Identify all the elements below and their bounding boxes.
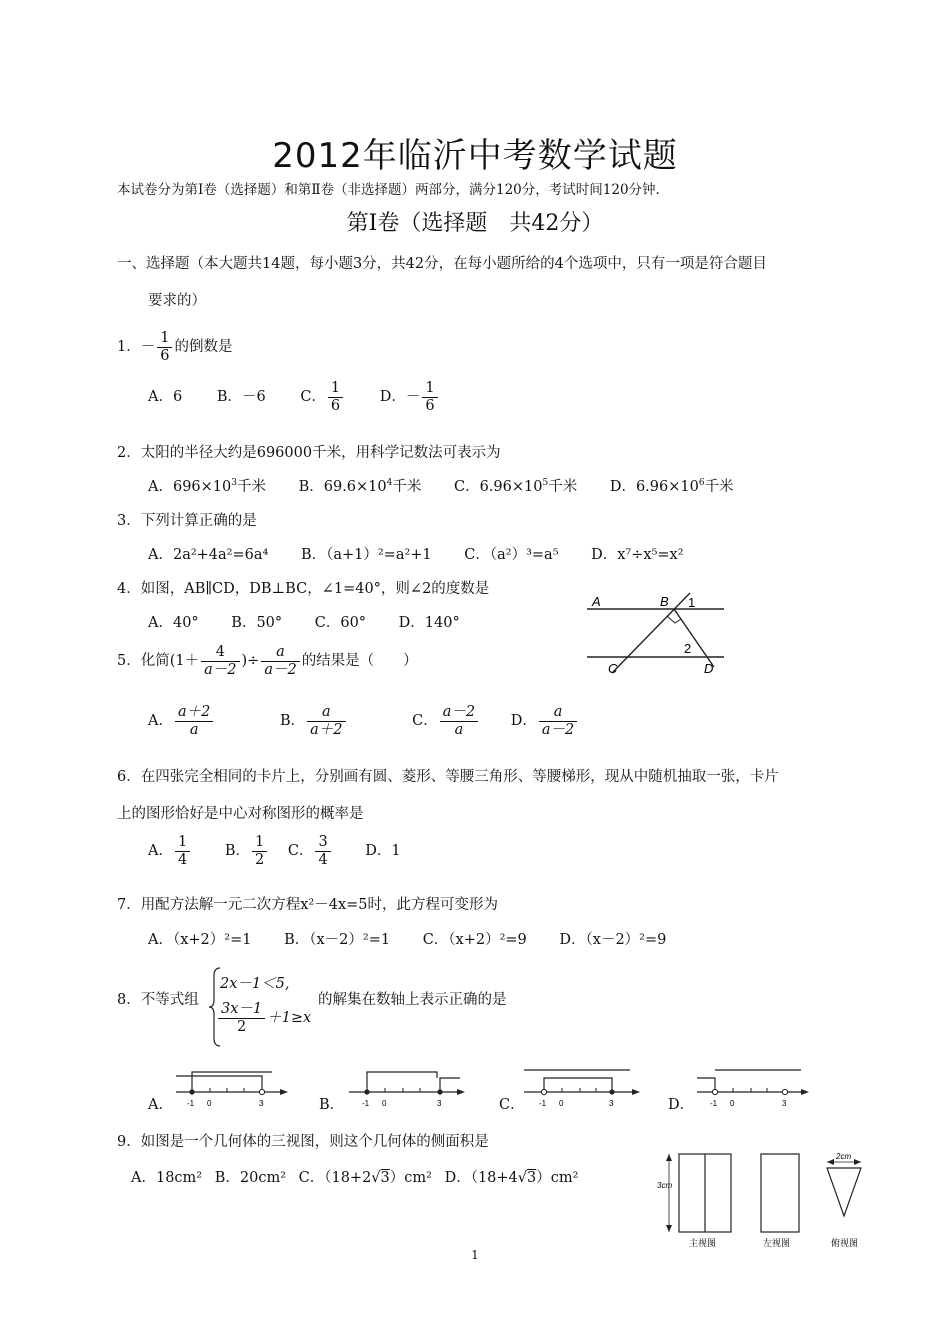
numerator: 1 xyxy=(422,380,437,398)
option-a: A．6 xyxy=(148,389,183,406)
radicand: 3 xyxy=(527,1170,537,1186)
q3-options xyxy=(148,543,684,564)
label-d: D xyxy=(704,661,714,676)
denominator: 4 xyxy=(318,851,328,868)
number-line-b xyxy=(345,1060,470,1110)
denominator: a－2 xyxy=(264,661,297,678)
number-line-a xyxy=(172,1060,292,1110)
option-text: ）cm² xyxy=(389,1170,432,1186)
label-a: A xyxy=(592,594,601,609)
option-b: B．50° xyxy=(231,615,283,631)
option-a: A．2a²+4a²=6a⁴ xyxy=(148,547,269,563)
instructions-line1: 一、选择题（本大题共14题，每小题3分，共42分，在每小题所给的4个选项中，只有一项是符合题目 xyxy=(117,256,767,272)
page-title: 2012年临沂中考数学试题 xyxy=(272,136,678,176)
option-a-fraction xyxy=(175,704,213,738)
option-b-fraction xyxy=(307,704,345,738)
option-text: A．696×10 xyxy=(148,479,232,495)
numerator: a xyxy=(539,704,577,722)
left-view xyxy=(761,1154,799,1232)
question-6-line2: 上的图形恰好是中心对称图形的概率是 xyxy=(117,806,364,822)
q1-options xyxy=(148,380,440,414)
q9-options xyxy=(131,1166,578,1187)
tick-label: -1 xyxy=(710,1099,718,1108)
width-label: 2cm xyxy=(836,1152,852,1161)
inequality-1: 2x－1＜5, xyxy=(220,976,290,992)
paren-open: (1＋ xyxy=(169,653,200,670)
option-c: C．（a²）³=a⁵ xyxy=(464,547,559,563)
denominator: a xyxy=(189,721,199,738)
option-c xyxy=(299,1170,432,1186)
tick-label: -1 xyxy=(539,1099,547,1108)
question-3: 3．下列计算正确的是 xyxy=(117,513,257,529)
q8-option-d-label: D． xyxy=(668,1097,695,1113)
option-text: D．6.96×10 xyxy=(609,479,699,495)
sqrt-radical: √3 xyxy=(371,1170,390,1186)
option-d-label: D． xyxy=(510,713,537,730)
section-heading: 第Ⅰ卷（选择题 共42分） xyxy=(346,211,604,236)
question-1 xyxy=(117,330,232,364)
label-2: 2 xyxy=(684,641,692,656)
denominator: 6 xyxy=(425,397,435,414)
numerator: a－2 xyxy=(440,704,478,722)
numerator: 1 xyxy=(252,834,267,852)
option-d xyxy=(445,1170,579,1186)
option-c: C．60° xyxy=(314,615,367,631)
denominator: a－2 xyxy=(541,721,575,738)
exponent: 3 xyxy=(231,478,237,488)
question-2: 2．太阳的半径大约是696000千米，用科学记数法可表示为 xyxy=(117,445,501,461)
denominator: a＋2 xyxy=(310,721,343,738)
unit: 千米 xyxy=(392,479,422,495)
numerator: 3x－1 xyxy=(218,1001,265,1019)
q8-option-a-label: A． xyxy=(148,1097,173,1113)
paren-close-divide: )÷ xyxy=(241,653,260,670)
number-line-c xyxy=(520,1060,645,1110)
denominator: 4 xyxy=(177,851,188,868)
label-b: B xyxy=(660,594,669,609)
option-text: C．6.96×10 xyxy=(453,479,543,495)
question-7: 7．用配方法解一元二次方程x²－4x=5时，此方程可变形为 xyxy=(117,897,498,913)
denominator: 6 xyxy=(330,397,341,414)
fraction-1 xyxy=(201,644,239,678)
numerator: a xyxy=(261,644,299,662)
option-d: D．（x－2）²=9 xyxy=(559,932,667,948)
question-stem: 的倒数是 xyxy=(174,339,233,356)
segment-bd xyxy=(674,609,714,667)
option-a: A．18cm² xyxy=(131,1170,203,1186)
three-view-figure xyxy=(655,1148,895,1253)
denominator: 2 xyxy=(254,851,265,868)
option-c xyxy=(454,479,577,495)
option-a-label: A． xyxy=(148,713,173,730)
tick-label: 3 xyxy=(437,1099,442,1108)
number-line-d xyxy=(693,1060,813,1110)
question-tail: 的结果是（ ） xyxy=(301,653,418,670)
question-6-line1: 6．在四张完全相同的卡片上，分别画有圆、菱形、等腰三角形、等腰梯形，现从中随机抽取一张，卡片 xyxy=(117,769,779,785)
option-a xyxy=(148,479,266,495)
tick-label: 3 xyxy=(609,1099,614,1108)
inequality-2 xyxy=(216,1001,311,1035)
height-label: 3cm xyxy=(657,1181,673,1190)
tick-label: -1 xyxy=(362,1099,370,1108)
option-c-label: C． xyxy=(300,389,326,406)
q5-options xyxy=(148,704,579,738)
radicand: 3 xyxy=(380,1170,390,1186)
minus-sign: － xyxy=(405,389,421,406)
minus-sign: － xyxy=(140,339,156,356)
option-c-fraction xyxy=(440,704,478,738)
numerator: 1 xyxy=(328,380,343,398)
exponent: 4 xyxy=(386,478,393,488)
option-c-label: C． xyxy=(412,713,438,730)
tick-label: 0 xyxy=(559,1099,564,1108)
numerator: 1 xyxy=(175,834,190,852)
left-view-label: 左视图 xyxy=(763,1238,791,1248)
option-b xyxy=(299,479,422,495)
numerator: 4 xyxy=(201,644,239,662)
question-number: 1． xyxy=(117,339,141,356)
inequality-2-fraction xyxy=(218,1001,265,1035)
denominator: 2 xyxy=(236,1018,247,1035)
option-text: B．69.6×10 xyxy=(298,479,387,495)
denominator: 6 xyxy=(160,347,170,364)
question-lead: 5．化简 xyxy=(117,653,170,670)
question-5 xyxy=(117,644,418,678)
fraction-2 xyxy=(261,644,299,678)
option-d xyxy=(610,479,734,495)
denominator: a－2 xyxy=(204,661,237,678)
exponent: 6 xyxy=(698,478,705,488)
option-b-label: B． xyxy=(279,713,306,730)
option-c-fraction xyxy=(315,834,330,868)
q8-option-b-label: B． xyxy=(319,1097,345,1113)
denominator: a xyxy=(454,721,464,738)
instructions-line2: 要求的） xyxy=(148,293,206,309)
tick-label: 0 xyxy=(207,1099,212,1108)
q2-options xyxy=(148,475,734,496)
question-4: 4．如图，AB∥CD，DB⊥BC，∠1=40°，则∠2的度数是 xyxy=(117,581,490,597)
option-d: D．1 xyxy=(365,843,401,860)
option-a: A．40° xyxy=(148,615,199,631)
q4-figure xyxy=(582,585,732,685)
option-a-label: A． xyxy=(148,843,173,860)
question-8-lead: 8．不等式组 xyxy=(117,992,199,1008)
q7-options xyxy=(148,928,666,949)
top-view xyxy=(827,1168,861,1216)
fraction xyxy=(157,330,172,364)
option-c: C．（x+2）²=9 xyxy=(422,932,527,948)
option-c-fraction xyxy=(328,380,343,414)
option-b: B．－6 xyxy=(216,389,266,406)
option-text: ）cm² xyxy=(536,1170,579,1186)
numerator: a xyxy=(307,704,345,722)
option-b: B．（x－2）²=1 xyxy=(284,932,391,948)
option-text: D．（18+4 xyxy=(444,1170,518,1186)
tick-label: -1 xyxy=(187,1099,195,1108)
numerator: 3 xyxy=(315,834,330,852)
tick-label: 3 xyxy=(259,1099,264,1108)
tick-label: 0 xyxy=(730,1099,735,1108)
unit: 千米 xyxy=(704,479,734,495)
exam-intro: 本试卷分为第Ⅰ卷（选择题）和第Ⅱ卷（非选择题）两部分，满分120分，考试时间120分钟. xyxy=(117,182,660,198)
numerator: a＋2 xyxy=(175,704,213,722)
option-d: D．140° xyxy=(398,615,460,631)
question-8-tail: 的解集在数轴上表示正确的是 xyxy=(318,992,507,1008)
tick-label: 3 xyxy=(782,1099,787,1108)
option-text: C．（18+2 xyxy=(298,1170,372,1186)
inequality-2-rest: ＋1≥x xyxy=(267,1010,312,1027)
numerator: 1 xyxy=(157,330,172,348)
label-1: 1 xyxy=(688,595,696,610)
q8-option-c-label: C． xyxy=(499,1097,525,1113)
exponent: 5 xyxy=(542,478,549,488)
q4-options xyxy=(148,611,460,632)
transversal-bc xyxy=(612,593,690,673)
front-view-label: 主视图 xyxy=(689,1238,717,1248)
sqrt-radical: √3 xyxy=(517,1170,537,1186)
label-c: C xyxy=(608,661,618,676)
question-9: 9．如图是一个几何体的三视图，则这个几何体的侧面积是 xyxy=(117,1134,489,1150)
page-number: 1 xyxy=(471,1248,479,1262)
unit: 千米 xyxy=(236,479,266,495)
option-a-fraction xyxy=(175,834,190,868)
top-view-label: 俯视图 xyxy=(831,1238,859,1248)
option-d-label: D． xyxy=(379,389,406,406)
option-d-fraction xyxy=(539,704,577,738)
q6-options xyxy=(148,834,401,868)
option-d: D．x⁷÷x⁵=x² xyxy=(591,547,684,563)
option-b: B．20cm² xyxy=(214,1170,287,1186)
option-a: A．（x+2）²=1 xyxy=(148,932,252,948)
option-d-fraction xyxy=(422,380,437,414)
option-b: B．（a+1）²=a²+1 xyxy=(300,547,432,563)
option-b-label: B． xyxy=(224,843,250,860)
option-b-fraction xyxy=(252,834,267,868)
tick-label: 0 xyxy=(382,1099,387,1108)
option-c-label: C． xyxy=(287,843,314,860)
unit: 千米 xyxy=(548,479,578,495)
